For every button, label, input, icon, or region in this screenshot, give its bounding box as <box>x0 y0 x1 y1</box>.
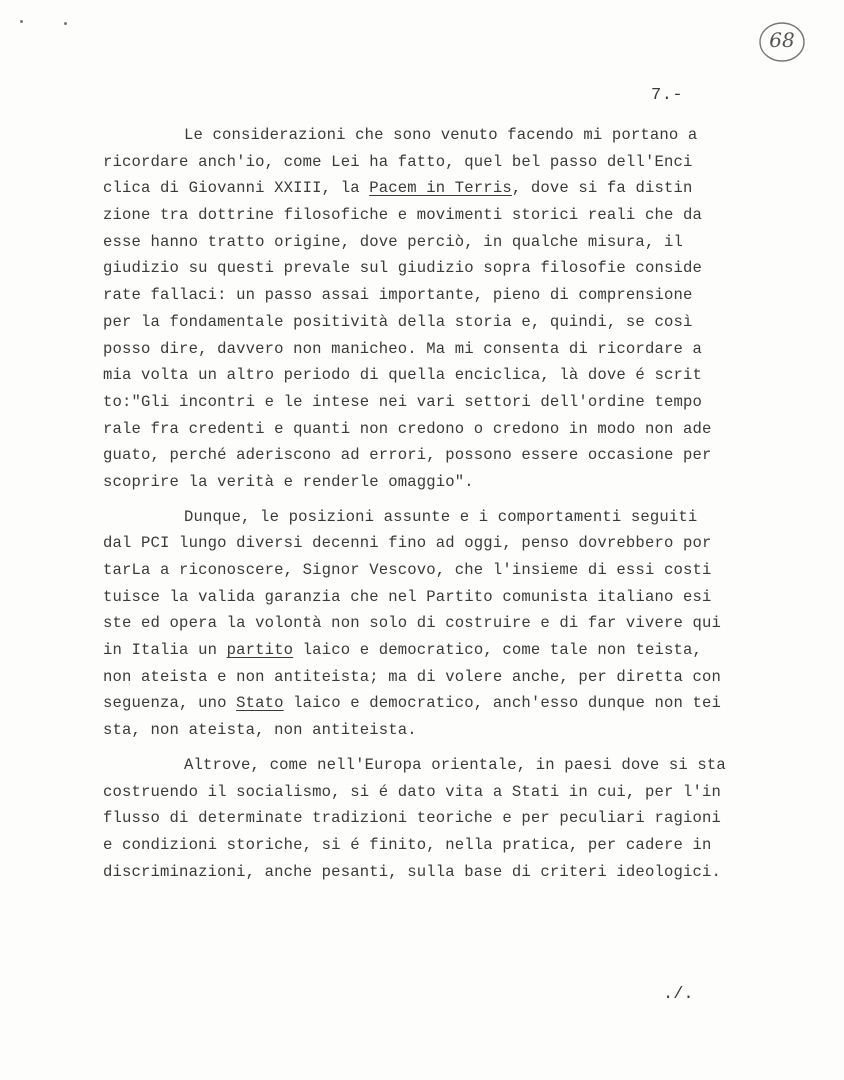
stamp-number: 68 <box>769 28 795 52</box>
text-line: tarLa a riconoscere, Signor Vescovo, che l'insieme di essi costi <box>103 561 712 579</box>
text-line: flusso di determinate tradizioni teoriche e per peculiari ragioni <box>103 809 722 828</box>
archive-stamp <box>757 20 807 64</box>
text-line: rate fallaci: un passo assai importante, pieno di comprensione <box>103 286 693 305</box>
text-line: guato, perché aderiscono ad errori, possono essere occasione per <box>103 446 712 465</box>
text-line: in Italia un partito laico e democratico, come tale non teista, <box>103 641 703 660</box>
text-line: rale fra credenti e quanti non credono o credono in modo non ade <box>103 419 712 438</box>
text-line: to:"Gli incontri e le intese nei vari settori dell'ordine tempo <box>103 392 702 411</box>
paragraph-gap <box>103 496 793 504</box>
page-number: 7.- <box>651 86 684 105</box>
underlined-phrase: Stato <box>236 694 284 713</box>
continuation-mark: ./. <box>663 985 694 1004</box>
text-line: Le considerazioni che sono venuto facendo mi portano a <box>184 126 698 144</box>
text-line: mia volta un altro periodo di quella enciclica, là dove é scrit <box>103 366 702 385</box>
text-line: posso dire, davvero non manicheo. Ma mi consenta di ricordare a <box>103 339 702 358</box>
text-line: esse hanno tratto origine, dove perciò, in qualche misura, il <box>103 232 683 251</box>
text-line: non ateista e non antiteista; ma di volere anche, per diretta con <box>103 667 722 686</box>
speck <box>20 20 23 23</box>
text-line: dal PCI lungo diversi decenni fino ad oggi, penso dovrebbero por <box>103 534 712 553</box>
text-line: Altrove, come nell'Europa orientale, in paesi dove si sta <box>184 755 726 774</box>
text-line: Dunque, le posizioni assunte e i comportamenti seguiti <box>184 507 698 526</box>
text-line: ste ed opera la volontà non solo di costruire e di far vivere qui <box>103 614 722 633</box>
text-line: e condizioni storiche, si é finito, nella pratica, per cadere in <box>103 835 712 854</box>
paragraph-gap <box>103 744 793 752</box>
text-line: giudizio su questi prevale sul giudizio sopra filosofie conside <box>103 259 702 278</box>
speck <box>64 22 67 25</box>
text-line: tuisce la valida garanzia che nel Partito comunista italiano esi <box>103 587 712 606</box>
text-line: scoprire la verità e renderle omaggio". <box>103 472 474 491</box>
text-line: zione tra dottrine filosofiche e movimenti storici reali che da <box>103 206 702 225</box>
text-line: costruendo il socialismo, si é dato vita a Stati in cui, per l'in <box>103 782 722 801</box>
underlined-phrase: Pacem in Terris <box>369 179 512 198</box>
text-line: seguenza, uno Stato laico e democratico, anch'esso dunque non tei <box>103 694 722 713</box>
text-line: ricordare anch'io, come Lei ha fatto, quel bel passo dell'Enci <box>103 152 693 171</box>
text-line: discriminazioni, anche pesanti, sulla base di criteri ideologici. <box>103 862 722 881</box>
letter-body <box>103 122 793 885</box>
text-line: per la fondamentale positività della storia e, quindi, se così <box>103 312 693 331</box>
text-line: clica di Giovanni XXIII, la Pacem in Terris, dove si fa distin <box>103 179 693 198</box>
underlined-phrase: partito <box>226 641 294 660</box>
text-line: sta, non ateista, non antiteista. <box>103 721 417 740</box>
